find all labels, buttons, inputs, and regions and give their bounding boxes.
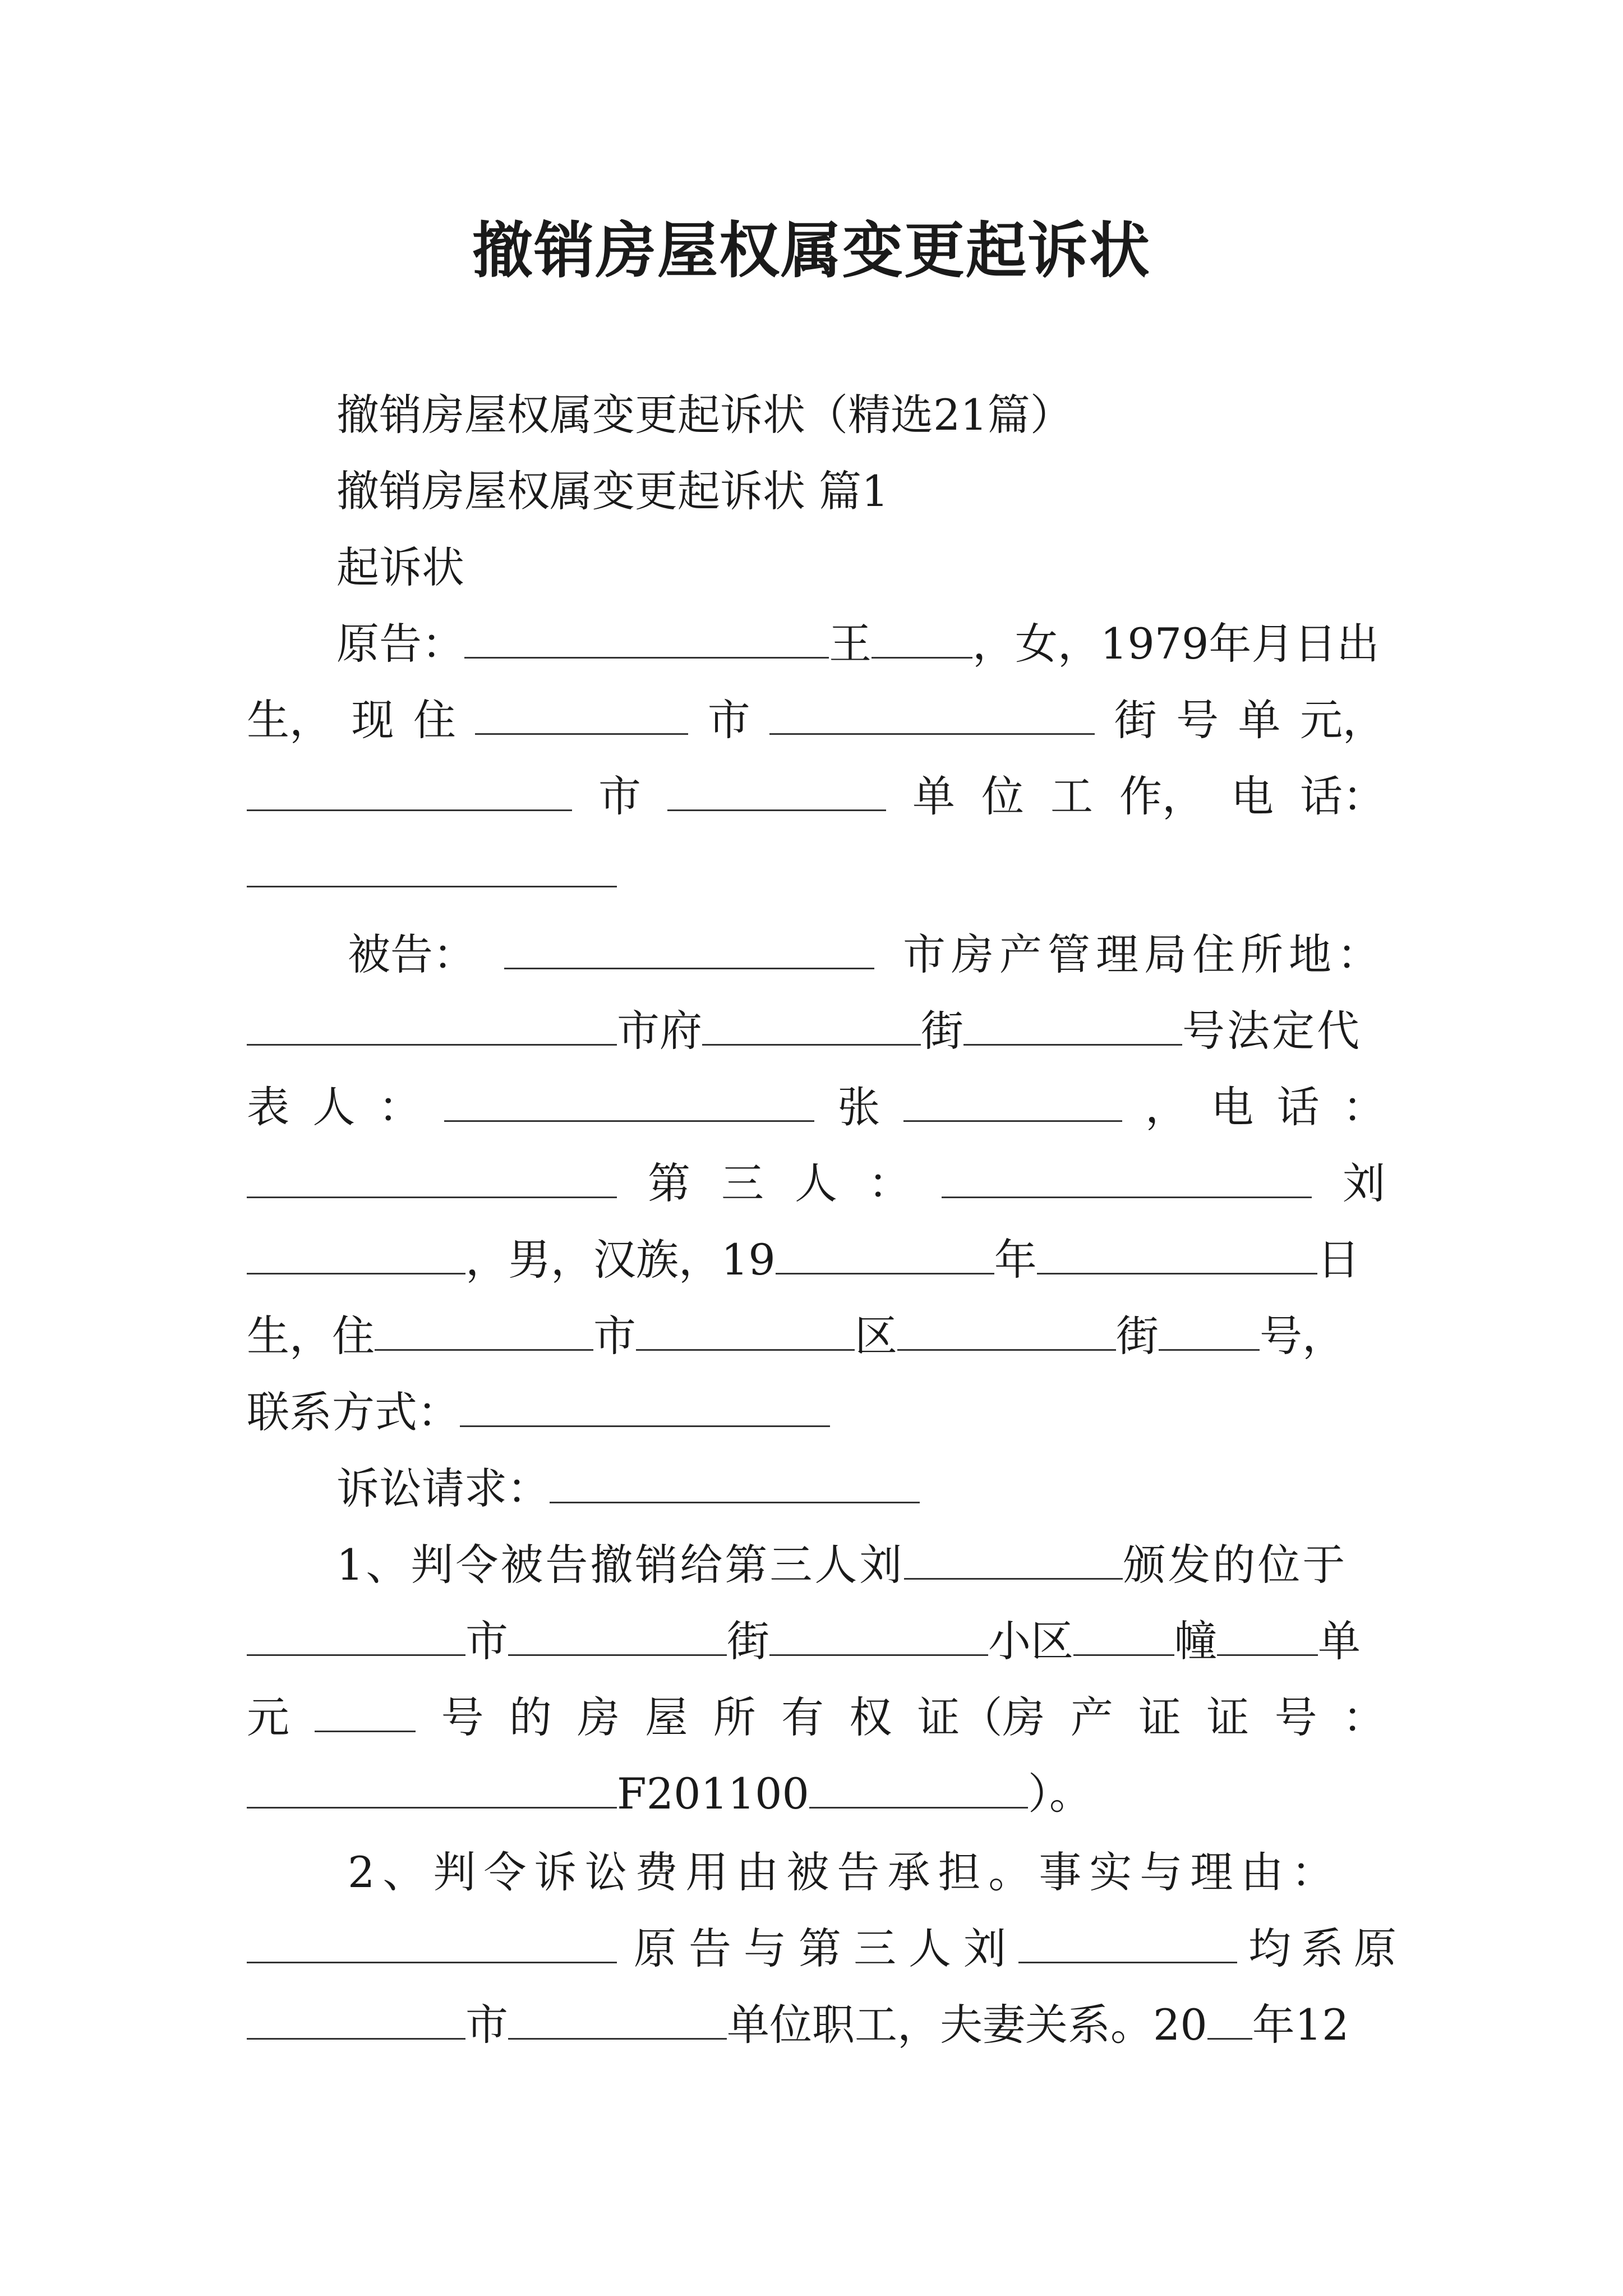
- text-run: 市: [465, 1616, 508, 1666]
- text-run: 话: [1276, 1082, 1320, 1132]
- text-run: 现: [351, 695, 394, 745]
- text-run: 三: [721, 1158, 764, 1208]
- third-party-contact: [247, 1384, 830, 1441]
- contact-label: 联系方式：: [247, 1387, 460, 1437]
- text-run: 的: [509, 1692, 552, 1742]
- blank-field: [667, 769, 886, 811]
- blank-field: [247, 1998, 465, 2040]
- text-run: 生，住: [247, 1311, 375, 1361]
- claims-line: [336, 1461, 920, 1517]
- text-run: 号，: [1260, 1311, 1345, 1361]
- blank-field: [1018, 1921, 1237, 1963]
- text-run: 区: [855, 1311, 897, 1361]
- blank-field: [247, 769, 572, 811]
- text-run: 单: [1238, 695, 1281, 745]
- text-run: 街: [727, 1616, 769, 1666]
- blank-field: [1037, 1232, 1317, 1274]
- text-run: 证: [1138, 1692, 1182, 1742]
- blank-field: [550, 1461, 920, 1503]
- blank-field: [897, 1309, 1116, 1351]
- plaintiff-name: 王: [829, 619, 872, 669]
- text-run: 颁发的位于: [1123, 1540, 1348, 1590]
- defendant-label: 被告：: [348, 930, 476, 979]
- defendant-agency: 市房产管理局住所地：: [903, 930, 1385, 979]
- text-run: 住: [413, 695, 456, 745]
- blank-field: [1159, 1309, 1260, 1351]
- third-party-surname: 刘: [1343, 1158, 1385, 1208]
- text-run: 市府: [617, 1006, 702, 1056]
- document-subtitle: 撤销房屋权属变更起诉状（精选21篇）: [336, 390, 1073, 440]
- blank-field: [464, 616, 829, 659]
- blank-field: [508, 1614, 727, 1656]
- text-run: 位: [981, 771, 1024, 821]
- third-party-line-1: [247, 1156, 1385, 1212]
- text-run: 权: [849, 1692, 892, 1742]
- text-run: 号: [441, 1692, 484, 1742]
- text-run: 街: [1114, 695, 1157, 745]
- rep-name: 张: [837, 1082, 880, 1132]
- blank-field: [247, 1004, 617, 1046]
- text-run: 市: [707, 695, 750, 745]
- plaintiff-line-1: [336, 616, 1379, 672]
- blank-field: [504, 927, 874, 969]
- text-run: 单位职工，夫妻关系。20: [727, 2000, 1207, 2050]
- blank-field: [872, 616, 972, 659]
- text-run: 单: [912, 771, 955, 821]
- text-run: 有: [781, 1692, 824, 1742]
- claim-1-line-1: [336, 1537, 1347, 1593]
- text-run: 人: [795, 1158, 837, 1208]
- text-run: 生，: [247, 695, 332, 745]
- text-run: 市: [598, 771, 641, 821]
- defendant-line-2: [247, 1003, 1362, 1059]
- third-party-line-2: [247, 1232, 1360, 1288]
- text-run: 街: [1116, 1311, 1159, 1361]
- blank-field: [942, 1156, 1312, 1198]
- text-run: ）。: [1027, 1769, 1092, 1819]
- text-run: 表: [247, 1082, 289, 1132]
- text-run: ，男，汉族，19: [465, 1235, 776, 1285]
- text-run: 年12: [1252, 2000, 1349, 2050]
- blank-field: [444, 1080, 814, 1122]
- text-run: ：: [868, 1158, 911, 1208]
- certificate-number: F201100: [617, 1769, 809, 1819]
- text-run: 证（房: [917, 1692, 1045, 1742]
- text-run: 号法定代: [1182, 1006, 1362, 1056]
- claim-1-line-2: [247, 1613, 1361, 1669]
- blank-field: [475, 693, 688, 735]
- blank-field: [460, 1385, 830, 1427]
- blank-field: [508, 1998, 727, 2040]
- text-run: 第: [648, 1158, 690, 1208]
- text-run: 电: [1211, 1082, 1254, 1132]
- piece-heading: 撤销房屋权属变更起诉状 篇1: [336, 466, 889, 516]
- text-run: 证: [1206, 1692, 1249, 1742]
- blank-field: [1073, 1614, 1174, 1656]
- text-run: 日: [1317, 1235, 1360, 1285]
- blank-field: [375, 1309, 593, 1351]
- text-run: ：: [1342, 1082, 1385, 1132]
- claim-2-line: 2、判令诉讼费用由被告承担。事实与理由：: [348, 1847, 1342, 1897]
- text-run: 小区: [988, 1616, 1073, 1666]
- blank-field: [702, 1004, 921, 1046]
- blank-field: [247, 1614, 465, 1656]
- text-run: ：: [378, 1082, 421, 1132]
- text-run: 屋: [645, 1692, 688, 1742]
- blank-field: [247, 845, 617, 887]
- text-run: 元，: [1299, 695, 1385, 745]
- blank-field: [769, 693, 1095, 735]
- blank-field: [315, 1690, 416, 1732]
- form-heading: 起诉状: [336, 542, 464, 592]
- blank-field: [1217, 1614, 1318, 1656]
- text-run: 市: [465, 2000, 508, 2050]
- claim-1-line-4: [247, 1766, 1092, 1822]
- document-title: 撤销房屋权属变更起诉状: [472, 215, 1151, 286]
- text-run: ：: [1342, 1692, 1385, 1742]
- plaintiff-line-3: [247, 769, 1385, 825]
- text-run: 号: [1274, 1692, 1317, 1742]
- blank-field: [247, 1156, 617, 1198]
- claim-1-line-3: [247, 1690, 1385, 1746]
- text-run: 原告与第三人刘: [634, 1924, 1018, 1973]
- text-run: 单: [1318, 1616, 1361, 1666]
- blank-field: [1207, 1998, 1252, 2040]
- text-run: 人: [312, 1082, 356, 1132]
- text-run: ，: [1145, 1082, 1188, 1132]
- blank-field: [247, 1766, 617, 1809]
- text-run: 年: [994, 1235, 1037, 1285]
- blank-field: [963, 1004, 1182, 1046]
- defendant-line-1: [348, 927, 1385, 983]
- text-run: 均系原: [1248, 1924, 1407, 1973]
- facts-line-1: [247, 1921, 1407, 1977]
- text-run: 街: [921, 1006, 963, 1056]
- facts-line-2: [247, 1997, 1349, 2053]
- text-run: 号: [1176, 695, 1219, 745]
- blank-field: [247, 1232, 465, 1274]
- text-run: 1、判令被告撤销给第三人刘: [336, 1540, 905, 1590]
- blank-field: [247, 1921, 617, 1963]
- defendant-line-3: [247, 1079, 1385, 1135]
- blank-field: [903, 1080, 1122, 1122]
- text-run: 元: [247, 1692, 289, 1742]
- text-run: 幢: [1174, 1616, 1217, 1666]
- blank-field: [904, 1538, 1123, 1580]
- text-run: 所: [713, 1692, 756, 1742]
- text-run: 产: [1070, 1692, 1113, 1742]
- third-party-line-3: [247, 1308, 1345, 1364]
- blank-field: [776, 1232, 994, 1274]
- blank-field: [809, 1766, 1028, 1809]
- plaintiff-label: 原告：: [336, 619, 464, 669]
- blank-field: [636, 1309, 855, 1351]
- text-run: 房: [577, 1692, 620, 1742]
- plaintiff-gender-birth: ，女，1979年月日出: [972, 619, 1380, 669]
- text-run: 话：: [1300, 771, 1385, 821]
- blank-field: [769, 1614, 988, 1656]
- text-run: 作，: [1119, 771, 1205, 821]
- text-run: 工: [1050, 771, 1093, 821]
- plaintiff-line-2: [247, 692, 1385, 748]
- plaintiff-line-4: [247, 845, 617, 901]
- text-run: 电: [1231, 771, 1274, 821]
- claims-label: 诉讼请求：: [336, 1464, 550, 1513]
- text-run: 市: [593, 1311, 636, 1361]
